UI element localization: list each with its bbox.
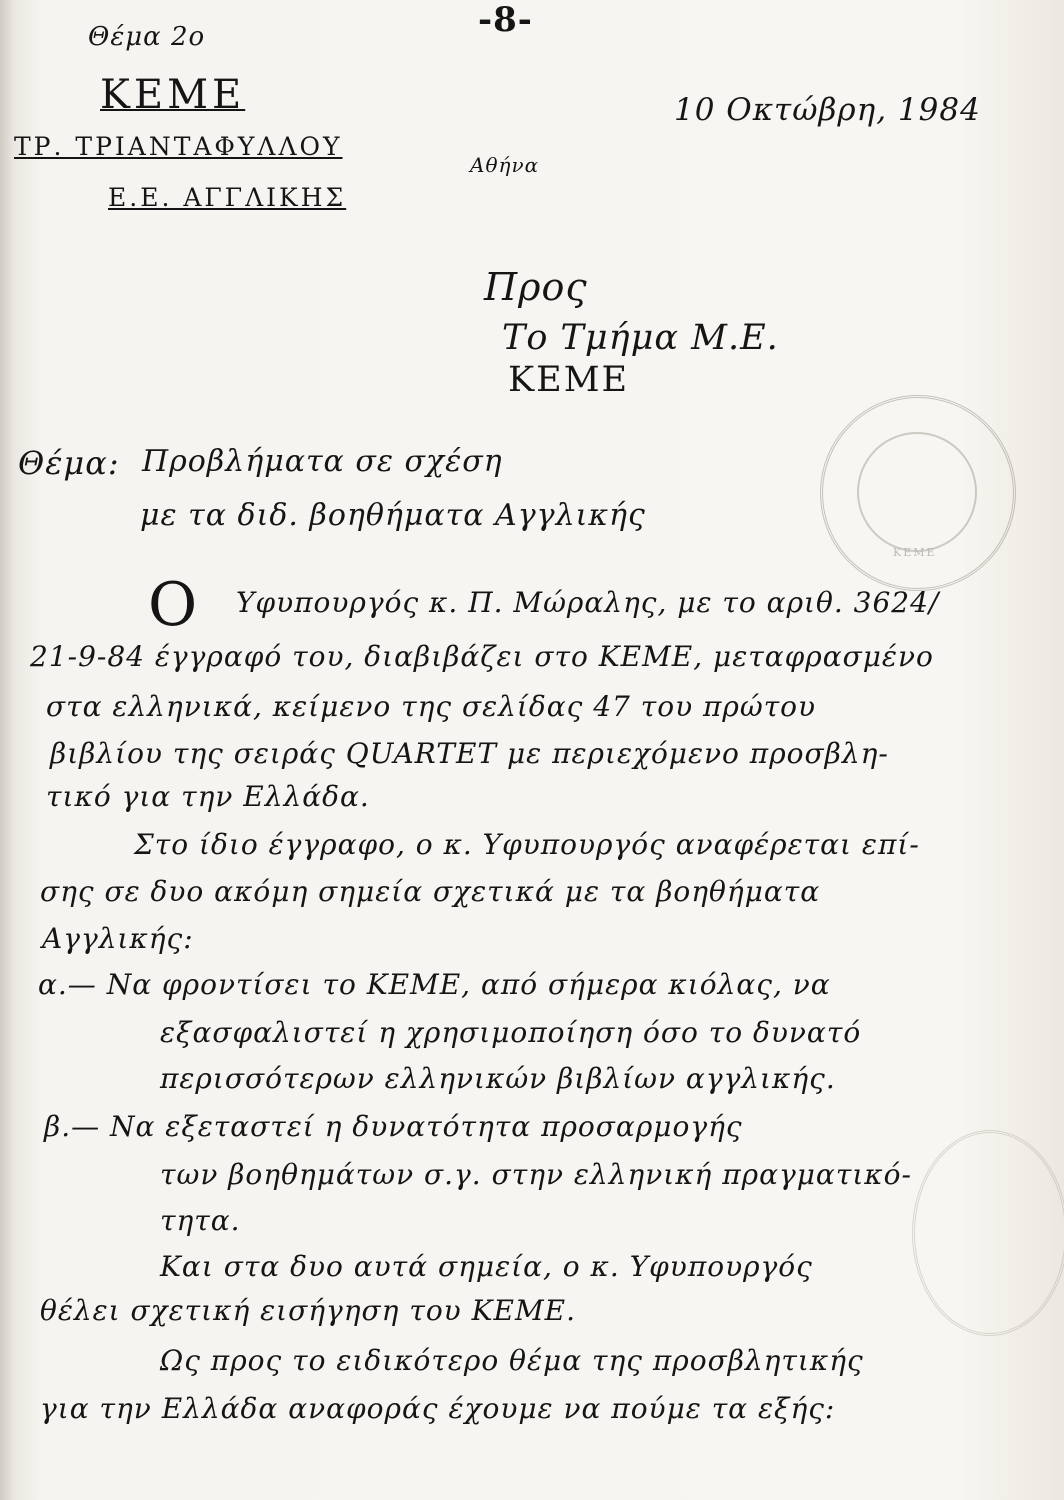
body-line: α.— Να φροντίσει το ΚΕΜΕ, από σήμερα κιόλας, να — [38, 968, 831, 1001]
place-note: Αθήνα — [470, 153, 540, 177]
stamp-inner-ring — [857, 432, 977, 552]
body-line: τικό για την Ελλάδα. — [46, 780, 370, 813]
sender-department: Ε.Ε. ΑΓΓΛΙΚΗΣ — [108, 183, 347, 212]
body-line: των βοηθημάτων σ.γ. στην ελληνική πραγματικό- — [160, 1158, 912, 1191]
organization-heading: ΚΕΜΕ — [100, 72, 246, 118]
body-line: περισσότερων ελληνικών βιβλίων αγγλικής. — [160, 1062, 836, 1095]
subject-label: Θέμα: — [18, 444, 120, 482]
body-line: Ως προς το ειδικότερο θέμα της προσβλητικής — [160, 1344, 864, 1377]
body-line: Υφυπουργός κ. Π. Μώραλης, με το αριθ. 3624/ — [236, 586, 940, 619]
recipient-to: Προς — [484, 265, 588, 309]
body-line: θέλει σχετική εισήγηση του ΚΕΜΕ. — [40, 1294, 576, 1327]
bleed-through-text — [560, 88, 568, 118]
body-line: βιβλίου της σειράς QUARTET με περιεχόμενο προσβλη- — [50, 737, 889, 770]
recipient-organization: ΚΕΜΕ — [508, 360, 630, 400]
body-line: Αγγλικής: — [42, 922, 194, 955]
official-stamp — [820, 395, 1016, 591]
stamp-text: ΚΕΜΕ — [893, 546, 937, 559]
body-line: Στο ίδιο έγγραφο, ο κ. Υφυπουργός αναφέρεται επί- — [134, 828, 920, 861]
body-line: Και στα δυο αυτά σημεία, ο κ. Υφυπουργός — [160, 1250, 813, 1283]
sender-name: ΤΡ. ΤΡΙΑΝΤΑΦΥΛΛΟΥ — [14, 132, 343, 161]
body-line: στα ελληνικά, κείμενο της σελίδας 47 του πρώτου — [46, 690, 817, 723]
paragraph-initial: Ο — [148, 570, 198, 640]
page-number: -8- — [478, 0, 533, 40]
letter-date: 10 Οκτώβρη, 1984 — [674, 92, 981, 128]
body-line: β.— Να εξεταστεί η δυνατότητα προσαρμογής — [44, 1110, 743, 1143]
subject-line-1: Προβλήματα σε σχέση — [142, 444, 503, 479]
body-line: σης σε δυο ακόμη σημεία σχετικά με τα βοηθήματα — [40, 875, 821, 908]
body-line: τητα. — [160, 1204, 241, 1237]
subject-line-2: με τα διδ. βοηθήματα Αγγλικής — [140, 498, 646, 533]
recipient-department: Το Τμήμα Μ.Ε. — [502, 318, 779, 358]
faded-stamp — [912, 1130, 1064, 1336]
body-line: για την Ελλάδα αναφοράς έχουμε να πούμε τα εξής: — [40, 1392, 836, 1425]
body-line: 21-9-84 έγγραφό του, διαβιβάζει στο ΚΕΜΕ, μεταφρασμένο — [30, 640, 934, 673]
topic-note: Θέμα 2ο — [88, 22, 206, 52]
body-line: εξασφαλιστεί η χρησιμοποίηση όσο το δυνατό — [160, 1016, 862, 1049]
